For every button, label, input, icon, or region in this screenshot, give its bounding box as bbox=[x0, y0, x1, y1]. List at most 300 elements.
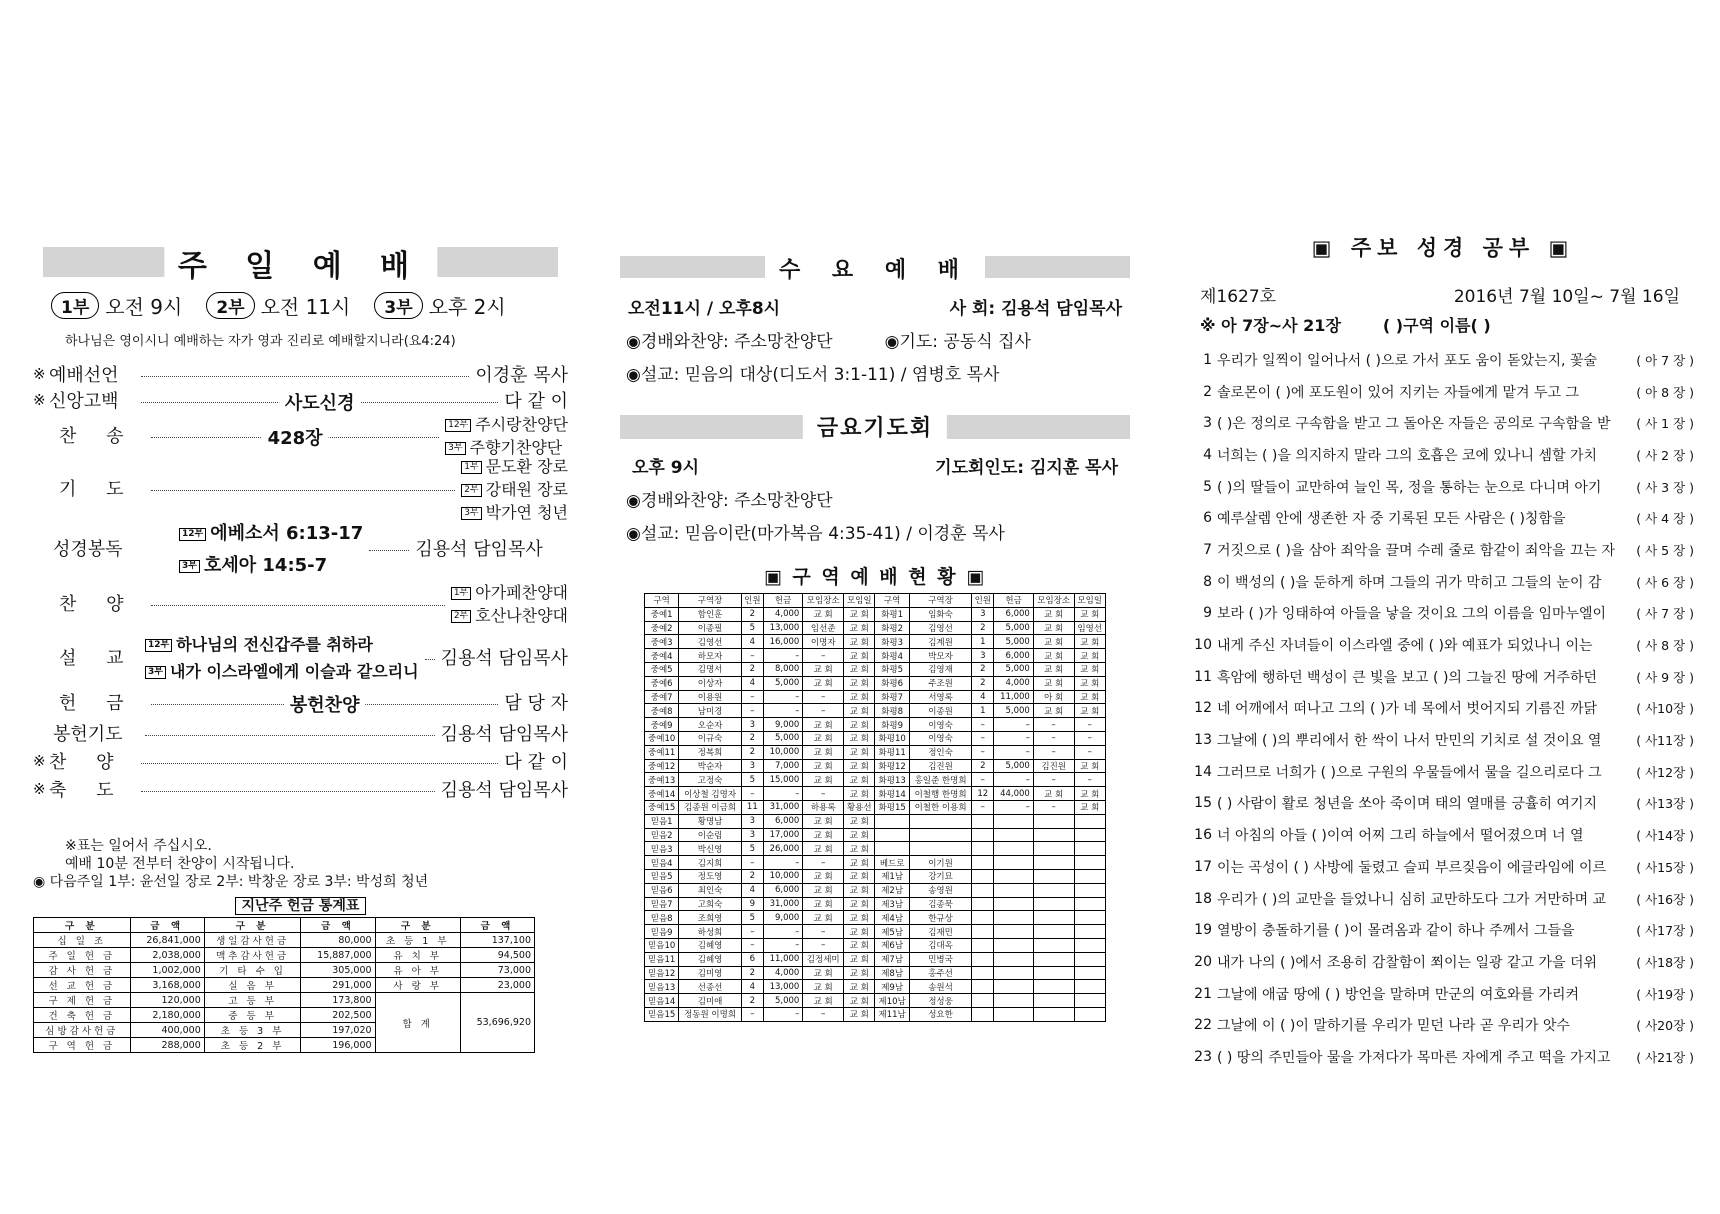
table-row bbox=[645, 911, 1106, 925]
study-question bbox=[1192, 439, 1694, 471]
scripture-reference: 호세아 14:5-7 bbox=[203, 555, 328, 576]
table-cell: 화평8 bbox=[875, 704, 909, 718]
table-cell: 교 회 bbox=[803, 980, 844, 994]
table-cell bbox=[972, 883, 994, 897]
table-cell: 교 회 bbox=[1033, 676, 1074, 690]
table-cell: 박순자 bbox=[679, 759, 741, 773]
order-benediction bbox=[33, 775, 568, 803]
name-line: ( )구역 이름( ) bbox=[1382, 316, 1491, 335]
table-cell: – bbox=[1033, 800, 1074, 814]
table-row bbox=[645, 883, 1106, 897]
table-cell: – bbox=[972, 745, 994, 759]
table-cell: 김영선 bbox=[909, 621, 971, 635]
table-cell: 화평2 bbox=[875, 621, 909, 635]
table-cell: 2 bbox=[972, 621, 994, 635]
table-cell: – bbox=[1074, 718, 1105, 732]
question-text: 이 백성의 ( )을 둔하게 하며 그들의 귀가 막히고 그들의 눈이 감 bbox=[1217, 574, 1602, 591]
table-cell: 교 회 bbox=[1033, 607, 1074, 621]
question-text: ( )은 정의로 구속함을 받고 그 돌아온 자들은 공의로 구속함을 받 bbox=[1217, 416, 1611, 433]
table-cell bbox=[972, 869, 994, 883]
question-text: 그날에 이 ( )이 말하기를 우리가 믿던 나라 곧 우리가 앗수 bbox=[1217, 1018, 1570, 1035]
order-anthem bbox=[33, 577, 568, 629]
table-cell: 교 회 bbox=[1033, 649, 1074, 663]
friday-praise: ◉경배와찬양: 주소망찬양단 bbox=[626, 491, 833, 511]
table-cell bbox=[1074, 856, 1105, 870]
table-cell bbox=[994, 925, 1033, 939]
table-cell: 1 bbox=[972, 704, 994, 718]
sermon-titles bbox=[145, 632, 419, 682]
table-cell bbox=[994, 842, 1033, 856]
table-cell: – bbox=[741, 938, 763, 952]
table-cell: 교 회 bbox=[844, 745, 875, 759]
question-number: 16 bbox=[1194, 827, 1212, 844]
table-cell: 중예10 bbox=[645, 731, 679, 745]
table-cell: – bbox=[741, 925, 763, 939]
table-cell: 민병국 bbox=[909, 952, 971, 966]
order-label: 헌 금 bbox=[59, 693, 136, 714]
choir-name: 호산나찬양대 bbox=[475, 606, 568, 625]
service-tag: 12부 bbox=[145, 639, 172, 652]
table-cell: – bbox=[803, 856, 844, 870]
table-cell: 3 bbox=[741, 828, 763, 842]
table-cell: – bbox=[763, 649, 802, 663]
table-row bbox=[645, 980, 1106, 994]
table-cell: 중예2 bbox=[645, 621, 679, 635]
question-text: 거짓으로 ( )을 삼아 죄악을 끌며 수레 줄로 함같이 죄악을 끄는 자 bbox=[1217, 542, 1615, 559]
table-cell: 5,000 bbox=[994, 621, 1033, 635]
table-cell: 중예4 bbox=[645, 649, 679, 663]
table-row bbox=[645, 952, 1106, 966]
table-cell: – bbox=[1074, 745, 1105, 759]
table-cell: 교 회 bbox=[803, 994, 844, 1008]
question-number: 19 bbox=[1194, 922, 1212, 939]
question-number: 14 bbox=[1194, 763, 1212, 780]
column-header: 금 액 bbox=[130, 918, 204, 933]
table-row bbox=[645, 1007, 1106, 1021]
table-cell: 교 회 bbox=[1033, 662, 1074, 676]
table-row bbox=[645, 773, 1106, 787]
table-cell: 11,000 bbox=[994, 690, 1033, 704]
table-cell: 교 회 bbox=[844, 676, 875, 690]
table-cell: 13,000 bbox=[763, 980, 802, 994]
prayer-leader: 박가연 청년 bbox=[485, 502, 568, 522]
table-cell: 2 bbox=[741, 869, 763, 883]
order-prayer bbox=[33, 456, 568, 522]
table-row bbox=[645, 897, 1106, 911]
service-tag: 3부 bbox=[445, 442, 465, 455]
study-question bbox=[1192, 661, 1694, 693]
service-badge: 1부 bbox=[51, 292, 99, 319]
table-cell: 김재민 bbox=[909, 925, 971, 939]
district-title: ▣ 구 역 예 배 현 황 ▣ bbox=[763, 566, 987, 588]
table-cell: 믿음14 bbox=[645, 994, 679, 1008]
sunday-column bbox=[33, 247, 568, 1053]
table-cell: 최인숙 bbox=[679, 883, 741, 897]
question-reference: ( 사17장 ) bbox=[1636, 923, 1694, 939]
table-cell: – bbox=[972, 800, 994, 814]
table-cell: 2 bbox=[741, 731, 763, 745]
offering-stats-table bbox=[33, 917, 535, 1053]
question-reference: ( 사20장 ) bbox=[1636, 1018, 1694, 1034]
table-cell: – bbox=[1074, 731, 1105, 745]
question-number: 23 bbox=[1194, 1048, 1212, 1065]
table-cell bbox=[994, 938, 1033, 952]
table-row bbox=[645, 966, 1106, 980]
category-cell: 초 등 2 부 bbox=[204, 1038, 301, 1053]
table-cell bbox=[1074, 911, 1105, 925]
sermon-title: 내가 이스라엘에게 이슬과 같으리니 bbox=[169, 662, 419, 681]
question-text: 이는 곡성이 ( ) 사방에 둘렸고 슬피 부르짖음이 에글라임에 이르 bbox=[1217, 859, 1607, 876]
table-cell bbox=[1074, 952, 1105, 966]
amount-cell: 26,841,000 bbox=[130, 933, 204, 948]
table-cell bbox=[909, 814, 971, 828]
table-cell: 4,000 bbox=[763, 966, 802, 980]
category-cell: 초 등 1 부 bbox=[375, 933, 460, 948]
table-cell: 제6남 bbox=[875, 938, 909, 952]
table-cell: 5 bbox=[741, 842, 763, 856]
table-cell: 중예6 bbox=[645, 676, 679, 690]
table-cell: 이기원 bbox=[909, 856, 971, 870]
table-cell: 2 bbox=[972, 759, 994, 773]
order-middle: 428장 bbox=[262, 424, 329, 450]
order-label: 성경봉독 bbox=[53, 539, 123, 560]
table-cell bbox=[1033, 925, 1074, 939]
table-cell: 4 bbox=[741, 980, 763, 994]
table-cell: 화평7 bbox=[875, 690, 909, 704]
scripture-readings bbox=[179, 519, 363, 577]
service-time-text: 오전 9시 bbox=[105, 295, 183, 319]
study-dates: 2016년 7월 10일~ 7월 16일 bbox=[1453, 287, 1680, 307]
table-cell: 임선준 bbox=[803, 621, 844, 635]
table-cell bbox=[1074, 980, 1105, 994]
table-cell: 고희숙 bbox=[679, 897, 741, 911]
table-cell: 중예8 bbox=[645, 704, 679, 718]
table-cell: 5,000 bbox=[763, 994, 802, 1008]
amount-cell: 137,100 bbox=[460, 933, 534, 948]
prayer-leader: 문도환 장로 bbox=[485, 456, 568, 476]
table-cell: 7,000 bbox=[763, 759, 802, 773]
table-cell: 교 회 bbox=[1074, 607, 1105, 621]
category-cell: 중 등 부 bbox=[204, 1008, 301, 1023]
table-cell: 오순자 bbox=[679, 718, 741, 732]
table-cell: – bbox=[741, 704, 763, 718]
table-cell bbox=[1033, 814, 1074, 828]
category-cell: 선 교 헌 금 bbox=[34, 978, 131, 993]
table-cell: 이상자 bbox=[679, 676, 741, 690]
table-cell bbox=[972, 856, 994, 870]
next-week-prayer: ◉ 다음주일 1부: 윤선일 장로 2부: 박창운 장로 3부: 박성희 청년 bbox=[33, 874, 429, 890]
category-cell: 초 등 3 부 bbox=[204, 1023, 301, 1038]
district-table bbox=[644, 593, 1106, 1022]
study-question bbox=[1192, 724, 1694, 756]
table-cell: 남미경 bbox=[679, 704, 741, 718]
table-cell: 믿음4 bbox=[645, 856, 679, 870]
table-cell: 교 회 bbox=[844, 938, 875, 952]
table-cell: – bbox=[763, 925, 802, 939]
table-cell: 믿음15 bbox=[645, 1007, 679, 1021]
question-number: 2 bbox=[1203, 383, 1212, 400]
table-cell bbox=[909, 842, 971, 856]
table-cell bbox=[994, 814, 1033, 828]
table-cell: 10,000 bbox=[763, 745, 802, 759]
table-cell: 강기묘 bbox=[909, 869, 971, 883]
table-cell: – bbox=[763, 1007, 802, 1021]
table-row bbox=[645, 759, 1106, 773]
table-cell: 김명서 bbox=[679, 662, 741, 676]
table-cell: 교 회 bbox=[803, 759, 844, 773]
order-label: 기 도 bbox=[59, 479, 136, 500]
service-tag: 2부 bbox=[451, 610, 471, 623]
order-leader: 이경훈 목사 bbox=[475, 365, 568, 386]
study-question bbox=[1192, 376, 1694, 408]
table-cell bbox=[1074, 938, 1105, 952]
table-cell: – bbox=[741, 1007, 763, 1021]
order-leader: 김용석 담임목사 bbox=[440, 648, 568, 669]
team-name: 주향기찬양단 bbox=[469, 438, 563, 457]
table-cell: 조희영 bbox=[679, 911, 741, 925]
amount-cell: 80,000 bbox=[301, 933, 375, 948]
question-reference: ( 사15장 ) bbox=[1636, 859, 1694, 875]
table-cell: – bbox=[994, 800, 1033, 814]
table-cell: 중예3 bbox=[645, 635, 679, 649]
table-cell: 4 bbox=[741, 883, 763, 897]
table-cell bbox=[994, 911, 1033, 925]
table-cell: 3 bbox=[741, 718, 763, 732]
table-cell: 교 회 bbox=[803, 745, 844, 759]
table-cell bbox=[1033, 842, 1074, 856]
study-question bbox=[1192, 344, 1694, 376]
table-cell: 5,000 bbox=[763, 731, 802, 745]
question-number: 5 bbox=[1203, 478, 1212, 495]
table-cell: 화평4 bbox=[875, 649, 909, 663]
order-label: 찬 양 bbox=[49, 752, 126, 773]
table-cell: 임화숙 bbox=[909, 607, 971, 621]
question-number: 8 bbox=[1203, 573, 1212, 590]
question-text: ( )의 딸들이 교만하여 늘인 목, 정을 통하는 눈으로 다니며 아기 bbox=[1217, 479, 1602, 496]
table-cell: 교 회 bbox=[1033, 635, 1074, 649]
table-cell: 교 회 bbox=[803, 676, 844, 690]
table-cell: 화평15 bbox=[875, 800, 909, 814]
table-cell: 8,000 bbox=[763, 662, 802, 676]
table-cell: 5,000 bbox=[994, 635, 1033, 649]
question-reference: ( 사 1 장 ) bbox=[1636, 416, 1694, 432]
table-cell: 믿음11 bbox=[645, 952, 679, 966]
table-header-row bbox=[645, 594, 1106, 608]
table-cell bbox=[1033, 869, 1074, 883]
table-cell: 김진원 bbox=[1033, 759, 1074, 773]
table-cell: – bbox=[994, 731, 1033, 745]
question-number: 7 bbox=[1203, 541, 1212, 558]
amount-cell: 288,000 bbox=[130, 1038, 204, 1053]
table-cell: 중예12 bbox=[645, 759, 679, 773]
category-cell: 구 제 헌 금 bbox=[34, 993, 131, 1008]
table-cell: 제11남 bbox=[875, 1007, 909, 1021]
column-header: 인원 bbox=[972, 594, 994, 608]
table-cell: – bbox=[1074, 773, 1105, 787]
table-cell bbox=[994, 994, 1033, 1008]
question-number: 17 bbox=[1194, 858, 1212, 875]
order-middle: 봉헌찬양 bbox=[284, 691, 366, 717]
table-cell: 믿음3 bbox=[645, 842, 679, 856]
table-cell: – bbox=[994, 773, 1033, 787]
table-cell: – bbox=[763, 704, 802, 718]
table-cell bbox=[972, 980, 994, 994]
table-cell: 9,000 bbox=[763, 718, 802, 732]
category-cell: 기 타 수 입 bbox=[204, 963, 301, 978]
table-cell: 화평13 bbox=[875, 773, 909, 787]
table-cell bbox=[1074, 925, 1105, 939]
table-row bbox=[645, 676, 1106, 690]
study-question bbox=[1192, 1041, 1694, 1073]
table-cell: 제3남 bbox=[875, 897, 909, 911]
service-tag: 1부 bbox=[451, 587, 471, 600]
question-number: 4 bbox=[1203, 446, 1212, 463]
table-cell: 교 회 bbox=[844, 1007, 875, 1021]
table-cell: 3 bbox=[741, 814, 763, 828]
table-cell: 15,000 bbox=[763, 773, 802, 787]
table-cell: 중예5 bbox=[645, 662, 679, 676]
study-range: ※ 아 7장~사 21장 bbox=[1200, 316, 1341, 335]
table-cell: 교 회 bbox=[803, 814, 844, 828]
question-number: 20 bbox=[1194, 953, 1212, 970]
table-cell: 김혜영 bbox=[679, 952, 741, 966]
table-cell: 홍주선 bbox=[909, 966, 971, 980]
wednesday-title: 수 요 예 배 bbox=[765, 253, 985, 284]
category-cell: 감 사 헌 금 bbox=[34, 963, 131, 978]
order-label: 신앙고백 bbox=[49, 391, 119, 412]
table-cell: 교 회 bbox=[1074, 676, 1105, 690]
table-cell bbox=[972, 897, 994, 911]
table-cell: 교 회 bbox=[844, 718, 875, 732]
table-cell: 화평10 bbox=[875, 731, 909, 745]
column-header: 구 분 bbox=[204, 918, 301, 933]
table-row bbox=[645, 787, 1106, 801]
table-cell: 임영선 bbox=[1074, 621, 1105, 635]
amount-cell: 1,002,000 bbox=[130, 963, 204, 978]
table-cell: 베드로 bbox=[875, 856, 909, 870]
study-question bbox=[1192, 502, 1694, 534]
table-cell: 교 회 bbox=[844, 704, 875, 718]
table-cell: – bbox=[1033, 773, 1074, 787]
friday-info bbox=[620, 453, 1130, 478]
service-time-2 bbox=[206, 291, 350, 320]
table-cell: 이용원 bbox=[679, 690, 741, 704]
order-label: 예배선언 bbox=[49, 365, 119, 386]
table-cell: 4 bbox=[741, 676, 763, 690]
table-cell: 이상철 김명자 bbox=[679, 787, 741, 801]
table-cell bbox=[972, 842, 994, 856]
study-title: ▣ 주보 성경 공부 ▣ bbox=[1311, 236, 1575, 260]
question-text: 너 아침의 아들 ( )이여 어찌 그리 하늘에서 떨어졌으며 너 열 bbox=[1217, 828, 1584, 845]
table-cell: 교 회 bbox=[844, 787, 875, 801]
question-text: 흑암에 행하던 백성이 큰 빛을 보고 ( )의 그늘진 땅에 거주하던 bbox=[1217, 669, 1598, 686]
table-cell: 교 회 bbox=[803, 662, 844, 676]
table-cell: 김정세미 bbox=[803, 952, 844, 966]
table-cell: 5,000 bbox=[994, 759, 1033, 773]
table-cell: 믿음10 bbox=[645, 938, 679, 952]
question-text: ( ) 땅의 주민들아 물을 가져다가 목마른 자에게 주고 떡을 가지고 bbox=[1217, 1049, 1611, 1066]
study-question bbox=[1192, 1009, 1694, 1041]
table-cell: 교 회 bbox=[844, 897, 875, 911]
table-cell bbox=[1074, 842, 1105, 856]
order-leader: 김용석 담임목사 bbox=[440, 724, 568, 745]
table-cell: 박모자 bbox=[909, 649, 971, 663]
category-cell: 유 치 부 bbox=[375, 948, 460, 963]
study-question bbox=[1192, 629, 1694, 661]
table-cell: 11 bbox=[741, 800, 763, 814]
study-range-line bbox=[1192, 313, 1694, 336]
table-cell: 화평12 bbox=[875, 759, 909, 773]
order-scripture bbox=[33, 519, 568, 577]
table-row bbox=[645, 731, 1106, 745]
column-header: 모임일 bbox=[844, 594, 875, 608]
table-cell: 2 bbox=[741, 994, 763, 1008]
column-header: 구 분 bbox=[375, 918, 460, 933]
table-cell: 김계원 bbox=[909, 635, 971, 649]
choir-name: 아가페찬양대 bbox=[475, 583, 568, 602]
study-question bbox=[1192, 471, 1694, 503]
table-cell: 제5남 bbox=[875, 925, 909, 939]
table-cell bbox=[1074, 966, 1105, 980]
question-text: 내가 나의 ( )에서 조용히 감찰함이 쬐이는 일광 같고 가을 더위 bbox=[1217, 954, 1598, 971]
table-cell: 중예7 bbox=[645, 690, 679, 704]
amount-cell: 196,000 bbox=[301, 1038, 375, 1053]
table-cell: 제7남 bbox=[875, 952, 909, 966]
amount-cell: 2,038,000 bbox=[130, 948, 204, 963]
sunday-title: 주 일 예 배 bbox=[164, 241, 437, 285]
study-question bbox=[1192, 788, 1694, 820]
order-leader: 다 같 이 bbox=[504, 391, 568, 412]
table-cell: 31,000 bbox=[763, 897, 802, 911]
question-text: 그날에 애굽 땅에 ( ) 방언을 말하며 만군의 여호와를 가리켜 bbox=[1217, 986, 1580, 1003]
table-cell: 5 bbox=[741, 773, 763, 787]
amount-cell: 400,000 bbox=[130, 1023, 204, 1038]
table-cell: 서영록 bbox=[909, 690, 971, 704]
table-cell: 김지희 bbox=[679, 856, 741, 870]
table-cell bbox=[994, 828, 1033, 842]
column-header: 헌금 bbox=[994, 594, 1033, 608]
table-cell: – bbox=[741, 690, 763, 704]
order-label: 축 도 bbox=[49, 780, 126, 801]
question-reference: ( 사14장 ) bbox=[1636, 828, 1694, 844]
scripture-reference: 에베소서 6:13-17 bbox=[210, 523, 364, 544]
order-praise bbox=[33, 747, 568, 775]
table-cell: – bbox=[803, 925, 844, 939]
table-cell: 3 bbox=[972, 607, 994, 621]
table-cell: – bbox=[763, 938, 802, 952]
table-cell: 이순림 bbox=[679, 828, 741, 842]
wednesday-sermon: ◉설교: 믿음의 대상(디도서 3:1-11) / 염병호 목사 bbox=[626, 365, 1000, 385]
friday-leader: 기도회인도: 김지훈 목사 bbox=[935, 458, 1118, 478]
table-cell: 교 회 bbox=[803, 883, 844, 897]
table-row bbox=[645, 925, 1106, 939]
motto-verse: 하나님은 영이시니 예배하는 자가 영과 진리로 예배할지니라(요4:24) bbox=[65, 334, 456, 349]
table-cell: 하모자 bbox=[679, 649, 741, 663]
question-reference: ( 사19장 ) bbox=[1636, 986, 1694, 1002]
table-cell: 제1남 bbox=[875, 869, 909, 883]
note-praise-start: 예배 10분 전부터 찬양이 시작됩니다. bbox=[65, 856, 295, 872]
amount-cell: 197,020 bbox=[301, 1023, 375, 1038]
table-cell: 믿음13 bbox=[645, 980, 679, 994]
column-header: 모임장소 bbox=[803, 594, 844, 608]
table-cell: 화평11 bbox=[875, 745, 909, 759]
table-row bbox=[645, 690, 1106, 704]
table-cell: 17,000 bbox=[763, 828, 802, 842]
amount-cell: 94,500 bbox=[460, 948, 534, 963]
table-cell: 중예15 bbox=[645, 800, 679, 814]
table-cell: 주조원 bbox=[909, 676, 971, 690]
table-cell: 김영선 bbox=[679, 635, 741, 649]
